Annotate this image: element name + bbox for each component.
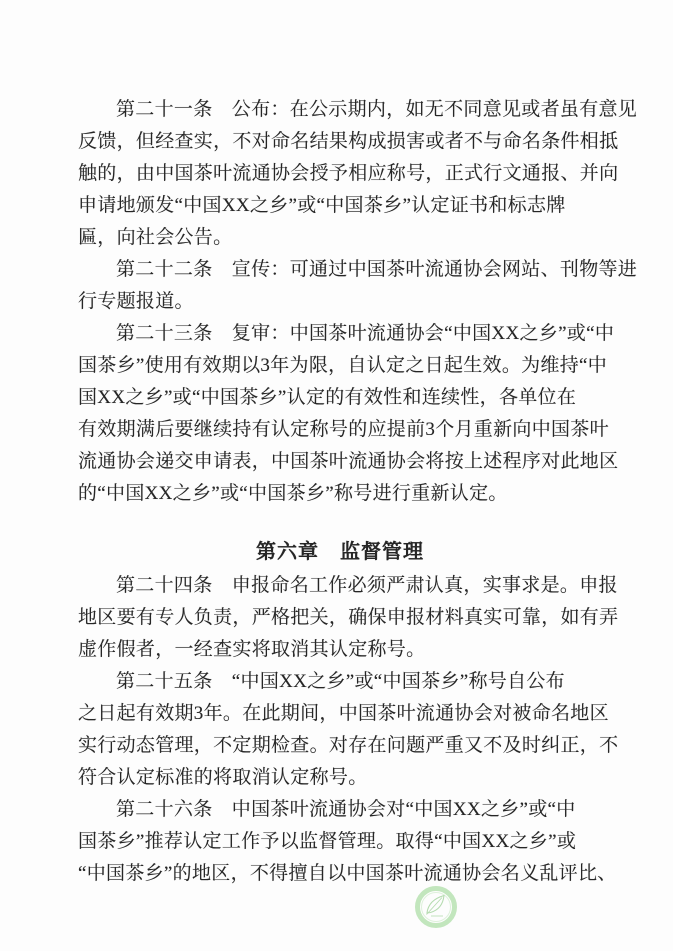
text-line: 申请地颁发“中国XX之乡”或“中国茶乡”认定证书和标志牌 bbox=[78, 195, 566, 216]
text-line: 国茶乡”使用有效期以3年为限，自认定之日起生效。为维持“中 bbox=[78, 355, 608, 376]
article-24 bbox=[78, 570, 619, 666]
text-line: “中国茶乡”的地区，不得擅自以中国茶叶流通协会名义乱评比、 bbox=[78, 863, 617, 884]
chapter-6-heading: 第六章 监督管理 bbox=[256, 541, 424, 563]
text-line: 第二十一条 公布：在公示期内，如无不同意见或者虽有意见 bbox=[116, 99, 638, 120]
text-line: 符合认定标准的将取消认定称号。 bbox=[78, 767, 368, 788]
text-line: 第二十三条 复审：中国茶叶流通协会“中国XX之乡”或“中 bbox=[116, 323, 615, 344]
text-line: 第二十四条 申报命名工作必须严肃认真，实事求是。申报 bbox=[116, 575, 618, 596]
text-line: 触的，由中国茶叶流通协会授予相应称号，正式行文通报、并向 bbox=[78, 163, 619, 184]
text-line: 第二十六条 中国茶叶流通协会对“中国XX之乡”或“中 bbox=[116, 799, 576, 820]
text-line: 的“中国XX之乡”或“中国茶乡”称号进行重新认定。 bbox=[78, 483, 508, 504]
text-line: 匾，向社会公告。 bbox=[78, 227, 233, 248]
text-line: 虚作假者，一经查实将取消其认定称号。 bbox=[78, 639, 426, 660]
text-line: 行专题报道。 bbox=[78, 291, 194, 312]
article-21 bbox=[78, 94, 638, 254]
leaf-watermark-icon bbox=[412, 883, 460, 931]
text-line: 第二十二条 宣传：可通过中国茶叶流通协会网站、刊物等进 bbox=[116, 259, 638, 280]
article-25 bbox=[78, 666, 619, 794]
text-line: 有效期满后要继续持有认定称号的应提前3个月重新向中国茶叶 bbox=[78, 419, 609, 440]
text-line: 国XX之乡”或“中国茶乡”认定的有效性和连续性，各单位在 bbox=[78, 387, 577, 408]
article-26 bbox=[78, 794, 617, 890]
article-23 bbox=[78, 318, 619, 510]
text-line: 之日起有效期3年。在此期间，中国茶叶流通协会对被命名地区 bbox=[78, 703, 609, 724]
document-body bbox=[78, 94, 638, 890]
text-line: 实行动态管理，不定期检查。对存在问题严重又不及时纠正，不 bbox=[78, 735, 619, 756]
text-line: 国茶乡”推荐认定工作予以监督管理。取得“中国XX之乡”或 bbox=[78, 831, 577, 852]
text-line: 反馈，但经查实，不对命名结果构成损害或者不与命名条件相抵 bbox=[78, 131, 619, 152]
text-line: 流通协会递交申请表，中国茶叶流通协会将按上述程序对此地区 bbox=[78, 451, 619, 472]
article-22 bbox=[78, 254, 638, 318]
text-line: 地区要有专人负责，严格把关，确保申报材料真实可靠，如有弄 bbox=[78, 607, 619, 628]
text-line: 第二十五条 “中国XX之乡”或“中国茶乡”称号自公布 bbox=[116, 671, 565, 692]
